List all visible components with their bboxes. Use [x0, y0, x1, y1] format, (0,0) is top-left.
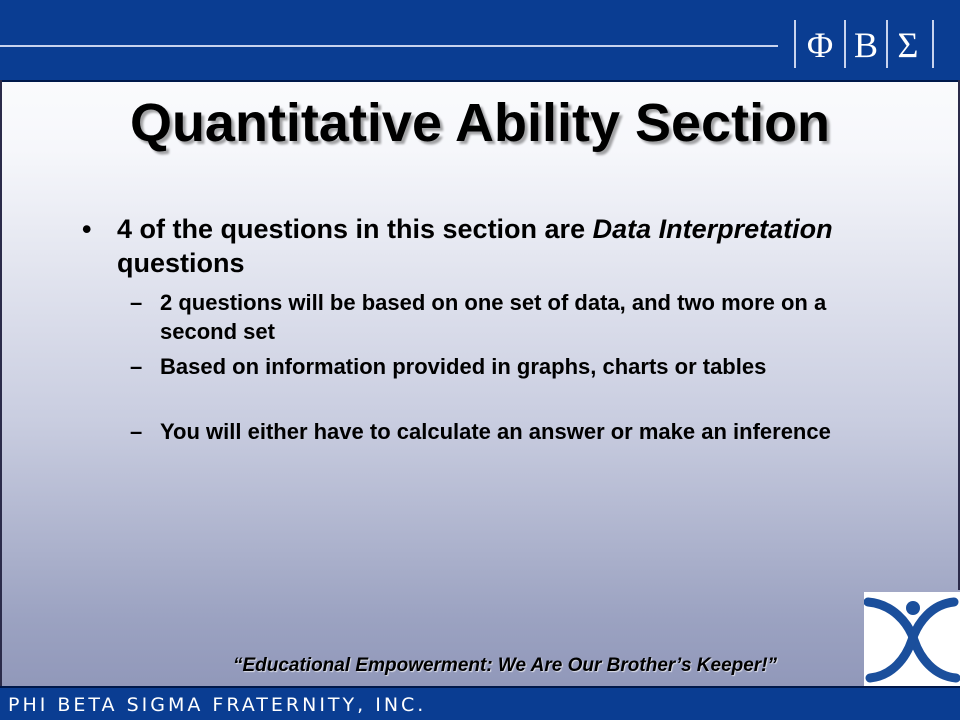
- footer-org-name: PHI BETA SIGMA FRATERNITY, INC.: [8, 694, 427, 716]
- greek-letter-beta: Β: [853, 25, 878, 65]
- header-rule: [0, 45, 778, 47]
- motto-text: “Educational Empowerment: We Are Our Brother’s Keeper!”: [232, 655, 778, 676]
- greek-letter-phi: Φ: [806, 25, 834, 65]
- main-bullet-text: [117, 212, 837, 280]
- greek-letter-sigma: Σ: [897, 25, 919, 65]
- header-bar: [0, 0, 960, 82]
- sub-bullet-text: You will either have to calculate an answer or make an inference: [160, 419, 831, 444]
- main-bullet-text-end: questions: [117, 248, 245, 278]
- greek-separator: [932, 20, 934, 68]
- sub-bullet-dash: –: [130, 290, 143, 315]
- slide-border-left: [0, 80, 2, 686]
- sub-bullet-text: 2 questions will be based on one set of data, and two more on a second set: [160, 290, 827, 344]
- main-bullet-text-start: 4 of the questions in this section are: [117, 214, 593, 244]
- main-bullet-text-italic: Data Interpretation: [592, 214, 833, 244]
- sub-bullet-text: Based on information provided in graphs, charts or tables: [160, 354, 767, 379]
- greek-separator: [794, 20, 796, 68]
- bullet-dot: •: [82, 214, 92, 244]
- sub-bullet-dash: –: [130, 419, 143, 444]
- slide-title: Quantitative Ability Section: [129, 93, 831, 153]
- footer-bar: [0, 686, 960, 720]
- sub-bullet-dash: –: [130, 354, 143, 379]
